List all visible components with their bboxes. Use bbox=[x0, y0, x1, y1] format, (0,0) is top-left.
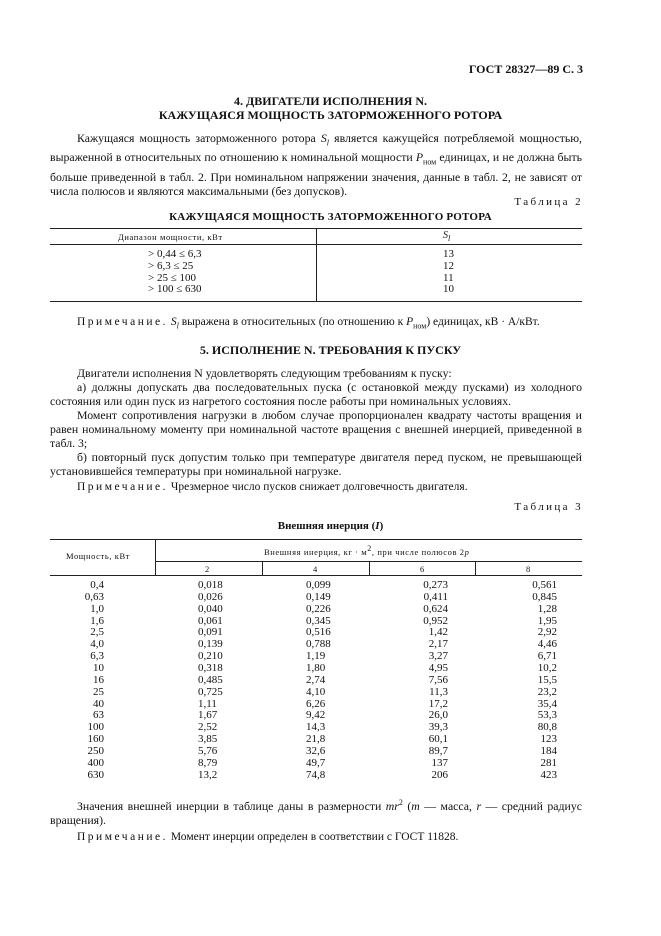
table3-cell-c8: 281 bbox=[540, 756, 557, 769]
table2-value-cell: 13 bbox=[443, 248, 454, 260]
table2-range-cell: > 25 ≤ 100 bbox=[148, 271, 196, 284]
table2-note: Примечание. $S_l$ выражена в относительных (по отношению к $P_{ном}$) единицах, кВ · А/кВт. bbox=[77, 316, 540, 331]
table3-cell-c2: 0,210 bbox=[198, 650, 223, 663]
table3-cell-power: 16 bbox=[93, 673, 104, 686]
table3-cell-c6: 11,3 bbox=[429, 685, 448, 698]
table3-cell-c6: 4,95 bbox=[428, 661, 448, 674]
table3-pole-header-8: 8 bbox=[526, 564, 531, 574]
table3-cell-c8: 1,95 bbox=[537, 614, 557, 627]
table3-cell-power: 630 bbox=[87, 768, 104, 781]
table3-cell-power: 4,0 bbox=[90, 638, 104, 651]
section5-paragraphs: Двигатели исполнения N удовлетворять следующим требованиям к пуску: а) должны допускать два последовательных пуска (с остановкой между пусками) из холодного состояния или один пуск из нагретого состояния после работы при номинальных условиях. Момент сопротивления нагрузки в любом случае пропорционален квадрату частоты вращения и равен номинальному моменту при номинальной частоте вращения с внешней инерцией, приведенной в табл. 3; б) повторный пуск допустим только при температуре двигателя перед пуском, не превышающей установившейся температуры при номинальной нагрузке. bbox=[50, 366, 582, 478]
table3-cell-c4: 0,788 bbox=[306, 638, 331, 651]
table2-range-cell: > 100 ≤ 630 bbox=[148, 283, 202, 296]
table3-cell-c6: 206 bbox=[431, 768, 448, 781]
section4-title-line1: 4. ДВИГАТЕЛИ ИСПОЛНЕНИЯ N. bbox=[233, 94, 427, 108]
table3-cell-power: 400 bbox=[87, 756, 104, 769]
table3-cell-c8: 123 bbox=[540, 733, 557, 746]
table3-cell-c2: 0,061 bbox=[198, 614, 223, 627]
table3-cell-power: 2,5 bbox=[90, 626, 104, 639]
table3-pole-header-2: 2 bbox=[205, 564, 210, 574]
table3-power-header: Мощность, кВт bbox=[66, 551, 131, 561]
table3-cell-power: 250 bbox=[87, 744, 104, 757]
table3-cell-power: 1,0 bbox=[90, 602, 104, 615]
table3-cell-c2: 5,76 bbox=[198, 744, 218, 757]
table3-cell-c2: 0,040 bbox=[198, 602, 223, 615]
table3-cell-c4: 2,74 bbox=[306, 673, 326, 686]
table3-cell-c4: 49,7 bbox=[306, 756, 326, 769]
table3-cell-c6: 17,2 bbox=[428, 697, 448, 710]
table3-cell-c4: 21,8 bbox=[306, 733, 326, 746]
table3-cell-c8: 35,4 bbox=[537, 697, 557, 710]
table3-cell-power: 1,6 bbox=[90, 614, 104, 627]
table3-cell-power: 63 bbox=[93, 709, 104, 722]
table3-cell-c2: 13,2 bbox=[198, 768, 218, 781]
table3-cell-c6: 0,952 bbox=[423, 614, 448, 627]
table2-value-cell: 11 bbox=[443, 271, 454, 284]
table3-group-header: Внешняя инерция, кг · $м^2$, при числе полюсов 2p bbox=[264, 544, 470, 557]
table2-value-cell: 12 bbox=[443, 259, 454, 272]
table2-range-cell: > 0,44 ≤ 6,3 bbox=[148, 248, 202, 260]
table3-cell-c6: 89,7 bbox=[428, 744, 448, 757]
table3-cell-c2: 3,85 bbox=[198, 733, 218, 746]
table3-cell-c2: 1,11 bbox=[198, 697, 217, 710]
section5-title: 5. ИСПОЛНЕНИЕ N. ТРЕБОВАНИЯ К ПУСКУ bbox=[199, 343, 462, 357]
table3-cell-c4: 0,099 bbox=[306, 579, 331, 591]
table2-caption: КАЖУЩАЯСЯ МОЩНОСТЬ ЗАТОРМОЖЕННОГО РОТОРА bbox=[169, 211, 492, 223]
table3-cell-power: 10 bbox=[93, 661, 104, 674]
table3-cell-c4: 32,6 bbox=[306, 744, 326, 757]
table3-cell-c2: 0,318 bbox=[198, 661, 223, 674]
table3-cell-c8: 0,845 bbox=[532, 590, 557, 603]
table3-cell-power: 0,63 bbox=[84, 590, 104, 603]
table2-value-cell: 10 bbox=[443, 283, 454, 296]
table3-cell-c2: 0,026 bbox=[198, 590, 223, 603]
table3-cell-c8: 4,46 bbox=[537, 638, 557, 651]
table3-cell-c2: 0,485 bbox=[198, 673, 223, 686]
table3-cell-c6: 0,411 bbox=[423, 590, 448, 603]
table3-cell-c8: 184 bbox=[540, 744, 557, 757]
running-header: ГОСТ 28327—89 С. 3 bbox=[468, 62, 583, 76]
table3-cell-c6: 60,1 bbox=[428, 733, 448, 746]
table3-cell-c8: 53,3 bbox=[537, 709, 557, 722]
table3-pole-header-4: 4 bbox=[313, 564, 318, 574]
table3-cell-c6: 137 bbox=[431, 756, 448, 769]
table3-cell-c4: 0,149 bbox=[306, 590, 331, 603]
table3-cell-c8: 0,561 bbox=[532, 579, 557, 591]
table3-cell-c6: 3,27 bbox=[428, 650, 448, 663]
table3-cell-power: 25 bbox=[93, 685, 104, 698]
table3-cell-power: 160 bbox=[87, 733, 104, 746]
table3-pole-header-6: 6 bbox=[420, 564, 425, 574]
table3-cell-c6: 7,56 bbox=[428, 673, 448, 686]
table3-cell-c6: 1,42 bbox=[428, 626, 448, 639]
table3-cell-c6: 0,624 bbox=[423, 602, 448, 615]
table3-cell-c8: 15,5 bbox=[537, 673, 557, 686]
section4-title-line2: КАЖУЩАЯСЯ МОЩНОСТЬ ЗАТОРМОЖЕННОГО РОТОРА bbox=[158, 108, 503, 122]
table3-caption: Внешняя инерция (I) bbox=[277, 520, 384, 532]
table3-cell-c2: 0,139 bbox=[198, 638, 223, 651]
table3-cell-c2: 1,67 bbox=[198, 709, 218, 722]
table3-cell-c4: 0,345 bbox=[306, 614, 331, 627]
table3-cell-c2: 2,52 bbox=[198, 721, 218, 734]
table3-cell-c6: 0,273 bbox=[423, 579, 448, 591]
table3-cell-c2: 0,091 bbox=[198, 626, 223, 639]
table3-cell-c8: 23,2 bbox=[537, 685, 557, 698]
table2-range-cell: > 6,3 ≤ 25 bbox=[148, 259, 194, 272]
table3-cell-c6: 2,17 bbox=[428, 638, 448, 651]
table2-col1-header: Диапазон мощности, кВт bbox=[118, 232, 223, 242]
table3-cell-c4: 0,226 bbox=[306, 602, 331, 615]
table3-cell-c4: 9,42 bbox=[306, 709, 326, 722]
table3-cell-c8: 423 bbox=[540, 768, 557, 781]
table3-cell-power: 40 bbox=[93, 697, 104, 710]
table3-cell-c8: 6,71 bbox=[537, 650, 557, 663]
table3-cell-c4: 1,19 bbox=[306, 650, 326, 663]
table3-cell-power: 100 bbox=[87, 721, 104, 734]
table3-cell-c4: 74,8 bbox=[306, 768, 326, 781]
table3-cell-c2: 8,79 bbox=[198, 756, 218, 769]
table2-label: Таблица 2 bbox=[514, 196, 583, 208]
table2-col2-header: $S_l$ bbox=[443, 230, 451, 243]
table3-label: Таблица 3 bbox=[514, 501, 583, 513]
footer-note: Примечание. Момент инерции определен в соответствии с ГОСТ 11828. bbox=[77, 831, 459, 843]
table3-cell-power: 0,4 bbox=[90, 579, 104, 591]
table3-cell-c8: 2,92 bbox=[537, 626, 557, 639]
table3-cell-c6: 26,0 bbox=[428, 709, 448, 722]
footer-paragraph: Значения внешней инерции в таблице даны в размерности $mr^2$ (m — масса, r — средний радиус вращения). bbox=[50, 798, 582, 827]
section5-note: Примечание. Чрезмерное число пусков снижает долговечность двигателя. bbox=[77, 481, 468, 493]
table3-cell-c4: 4,10 bbox=[306, 685, 326, 698]
table3-cell-c6: 39,3 bbox=[428, 721, 448, 734]
table3-cell-c4: 14,3 bbox=[306, 721, 326, 734]
table3-cell-power: 6,3 bbox=[90, 650, 104, 663]
table3-cell-c8: 80,8 bbox=[537, 721, 557, 734]
table3-cell-c4: 0,516 bbox=[306, 626, 331, 639]
table3-cell-c8: 1,28 bbox=[537, 602, 557, 615]
table3-cell-c4: 6,26 bbox=[306, 697, 326, 710]
table3-cell-c4: 1,80 bbox=[306, 661, 326, 674]
section4-paragraph: Кажущаяся мощность заторможенного ротора $S_l$ является кажущейся потребляемой мощностью, выраженной в относительных по отношению к номинальной мощности $P_{ном}$ единицах, и не должна быть больше приведенной в табл. 2. При номинальном напряжении значения, данные в табл. 2, не зависят от числа полюсов и являются максимальными (без допусков). bbox=[50, 131, 583, 198]
table3-cell-c2: 0,018 bbox=[198, 579, 223, 591]
table3-cell-c2: 0,725 bbox=[198, 685, 223, 698]
table3-cell-c8: 10,2 bbox=[537, 661, 557, 674]
